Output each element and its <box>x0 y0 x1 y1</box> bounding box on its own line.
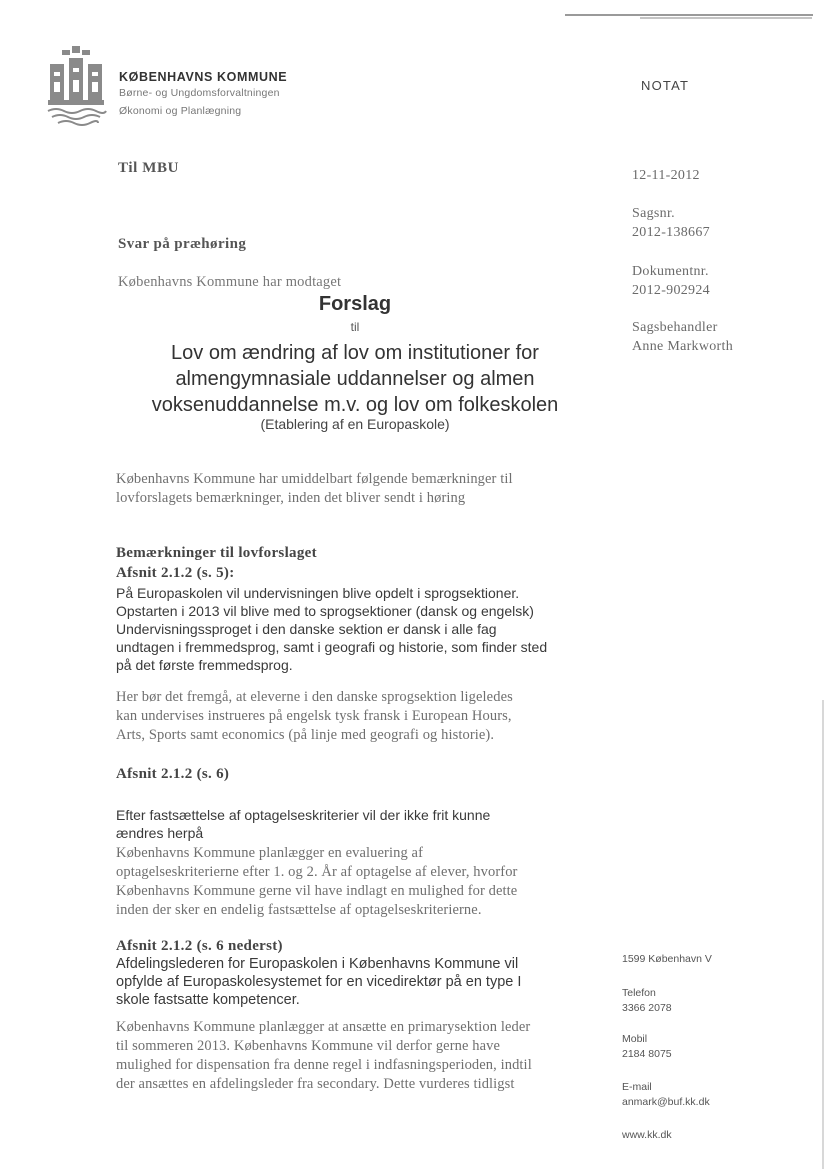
paragraph-line: Afdelingslederen for Europaskolen i Københavns Kommune vil <box>116 956 519 972</box>
document-number-label: Dokumentnr. <box>632 264 709 279</box>
paragraph-line: Københavns Kommune planlægger en evaluering af <box>116 845 423 861</box>
logo-crown-left <box>62 50 70 55</box>
scan-edge-line <box>822 700 824 1169</box>
scan-edge-line <box>640 17 812 19</box>
contact-email <box>622 1080 710 1110</box>
law-title <box>90 340 620 418</box>
contact-email-value: anmark@buf.kk.dk <box>622 1096 710 1108</box>
document-number-value: 2012-902924 <box>632 283 710 298</box>
paragraph-line: På Europaskolen vil undervisningen blive opdelt i sprogsektioner. <box>116 585 520 601</box>
law-title-line: almengymnasiale uddannelser og almen <box>175 368 535 390</box>
case-number <box>632 204 710 242</box>
paragraph-line: Efter fastsættelse af optagelseskriterier vil der ikke frit kunne <box>116 807 491 823</box>
section-heading: Afsnit 2.1.2 (s. 6 nederst) <box>116 938 283 954</box>
paragraph-line: inden der sker en endelig fastsættelse af optagelseskriterierne. <box>116 902 482 918</box>
paragraph-line: på det første fremmedsprog. <box>116 657 293 673</box>
org-name: KØBENHAVNS KOMMUNE <box>119 70 288 84</box>
remarks-heading: Bemærkninger til lovforslaget <box>116 545 317 561</box>
paragraph-line: til sommeren 2013. Københavns Kommune vil derfor gerne have <box>116 1038 501 1054</box>
recipient: Til MBU <box>118 160 180 176</box>
law-title-line: voksenuddannelse m.v. og lov om folkeskolen <box>151 394 559 416</box>
paragraph-line: lovforslagets bemærkninger, inden det bliver sendt i høring <box>116 490 466 506</box>
subject-heading: Svar på præhøring <box>118 236 247 252</box>
logo-crown-center <box>72 46 80 53</box>
logo-wave-3 <box>58 121 98 125</box>
paragraph-line: Undervisningssproget i den danske sektion er dansk i alle fag <box>116 621 497 637</box>
contact-email-label: E-mail <box>622 1081 652 1093</box>
coat-of-arms-logo <box>44 44 108 128</box>
law-subtitle: (Etablering af en Europaskole) <box>260 416 450 432</box>
contact-mobile <box>622 1032 672 1062</box>
scan-edge-line <box>565 14 813 16</box>
case-number-value: 2012-138667 <box>632 225 710 240</box>
contact-website: www.kk.dk <box>622 1129 672 1141</box>
case-handler <box>632 318 733 356</box>
contact-mobile-label: Mobil <box>622 1033 648 1045</box>
paragraph-line: Københavns Kommune har umiddelbart følgende bemærkninger til <box>116 471 513 487</box>
comment-paragraph <box>116 844 586 920</box>
case-handler-value: Anne Markworth <box>632 339 734 354</box>
paragraph-line: kan undervises instrueres på engelsk tysk fransk i European Hours, <box>116 708 512 724</box>
quoted-bill-text <box>116 955 596 1009</box>
contact-mobile-value: 2184 8075 <box>622 1048 672 1060</box>
document-type: NOTAT <box>641 78 690 93</box>
paragraph-line: mulighed for dispensation fra denne regel i indfasningsperioden, indtil <box>116 1057 532 1073</box>
logo-wave-1 <box>48 109 106 113</box>
intro-paragraph <box>116 470 586 508</box>
paragraph-line: Københavns Kommune gerne vil have indlagt en mulighed for dette <box>116 883 518 899</box>
section-heading: Afsnit 2.1.2 (s. 6) <box>116 766 230 782</box>
document-date: 12-11-2012 <box>632 168 700 183</box>
logo-wall <box>48 100 104 105</box>
proposal-til: til <box>350 320 360 334</box>
law-title-line: Lov om ændring af lov om institutioner for <box>171 342 539 364</box>
quoted-bill-text <box>116 584 596 674</box>
paragraph-line: Københavns Kommune planlægger at ansætte en primarysektion leder <box>116 1019 531 1035</box>
org-department: Børne- og Ungdomsforvaltningen <box>119 87 280 99</box>
comment-paragraph <box>116 688 586 745</box>
logo-crown-right <box>82 50 90 55</box>
document-number <box>632 262 710 300</box>
contact-phone-value: 3366 2078 <box>622 1002 672 1014</box>
org-unit: Økonomi og Planlægning <box>119 105 242 117</box>
comment-paragraph <box>116 1018 586 1094</box>
contact-address: 1599 København V <box>622 953 712 965</box>
paragraph-line: Opstarten i 2013 vil blive med to sprogsektioner (dansk og engelsk) <box>116 603 534 619</box>
contact-phone-label: Telefon <box>622 987 656 999</box>
quoted-bill-text <box>116 806 596 842</box>
received-line: Københavns Kommune har modtaget <box>118 274 342 290</box>
logo-wave-2 <box>52 115 100 119</box>
paragraph-line: der ansættes en afdelingsleder fra secondary. Dette vurderes tidligst <box>116 1076 515 1092</box>
paragraph-line: skole fastsatte kompetencer. <box>116 992 300 1008</box>
case-number-label: Sagsnr. <box>632 206 675 221</box>
section-heading: Afsnit 2.1.2 (s. 5): <box>116 565 235 581</box>
contact-phone <box>622 986 672 1016</box>
paragraph-line: Her bør det fremgå, at eleverne i den danske sprogsektion ligeledes <box>116 689 513 705</box>
paragraph-line: optagelseskriterierne efter 1. og 2. År af optagelse af elever, hvorfor <box>116 864 518 880</box>
case-handler-label: Sagsbehandler <box>632 320 718 335</box>
proposal-heading: Forslag <box>318 293 392 315</box>
paragraph-line: opfylde af Europaskolesystemet for en vicedirektør på en type I <box>116 974 522 990</box>
paragraph-line: Arts, Sports samt economics (på linje med geografi og historie). <box>116 727 495 743</box>
paragraph-line: ændres herpå <box>116 825 204 841</box>
paragraph-line: undtagen i fremmedsprog, samt i geografi og historie, som finder sted <box>116 639 548 655</box>
